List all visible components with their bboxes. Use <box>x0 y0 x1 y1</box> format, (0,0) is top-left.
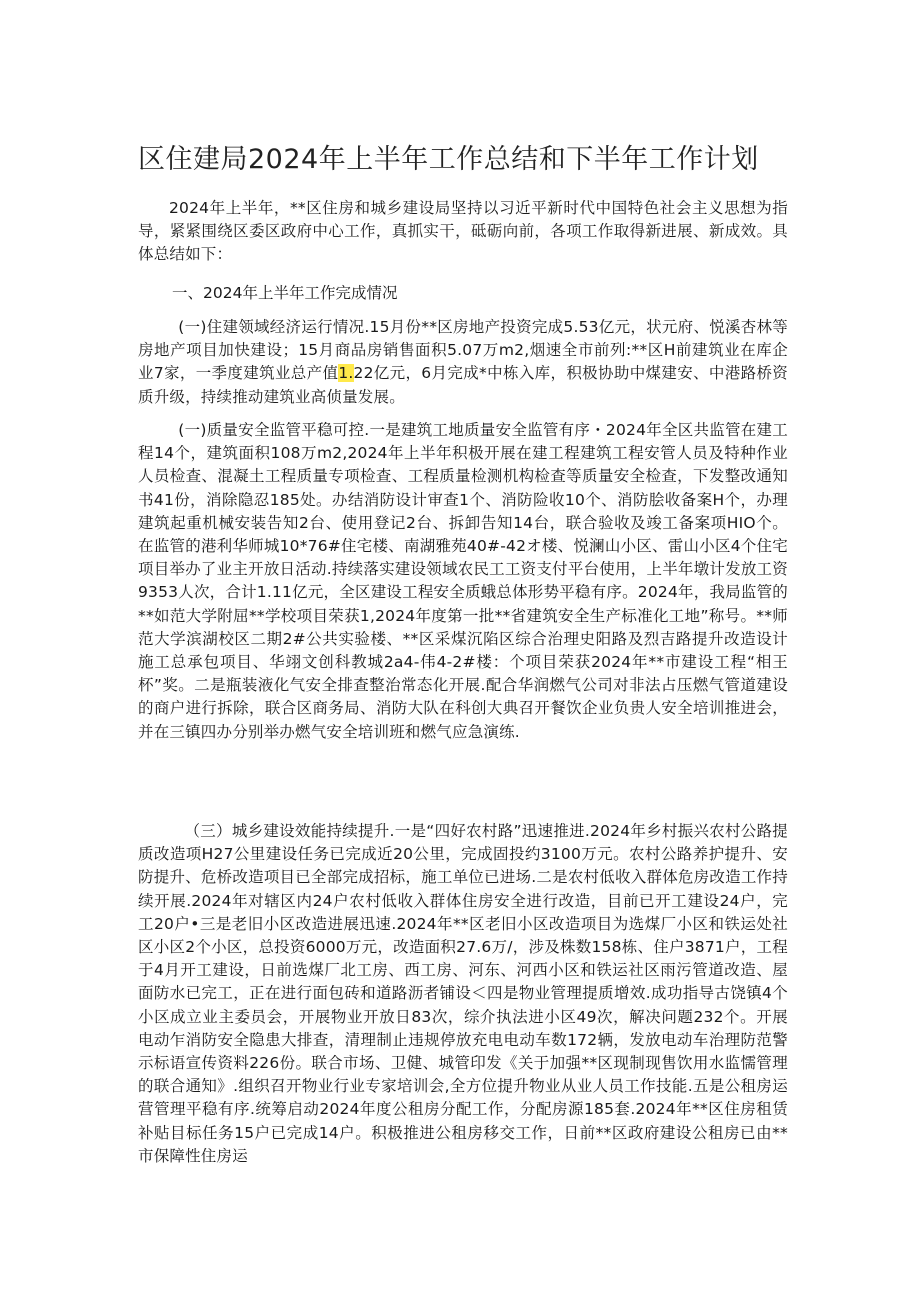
section-heading: 一、2024年上半年工作完成情况 <box>172 284 398 302</box>
paragraph-safety: (一)质量安全监管平稳可控.一是建筑工地质量安全监管有序・2024年全区共监管在建工程14个，建筑面积108万m2,2024年上半年积极开展在建工程建筑工程安管人员及特种作业人员检查、混凝土工程质量专项检查、工程质量检测机构检查等质量安全检查，下发整改通知书41份，消除隐忍185处。办结消防设计审查1个、消防险收10个、消防脍收备案H个，办理建筑起重机械安装告知2台、使用登记2台、拆卸告知14台，联合验收及竣工备案项HIO个。在监管的港利华师城10*76#住宅楼、南湖雅苑40#-42オ楼、悦澜山小区、雷山小区4个住宅项目举办了业主开放日活动.持续落实建设领域农民工工资支付平台使用，上半年墩计发放工资9353人次，合计1.11亿元，全区建设工程安全质蛾总体形势平稳有序。2024年，我局监管的**如范大学附屈**学校项目荣获1,2024年度第一批**省建筑安全生产标准化工地”称号。**师范大学滨湖校区二期2#公共实验楼、**区采煤沉陷区综合治理史阳路及烈吉路提升改造设计施工总承包项目、华翊文创科教城2a4-伟4-2#楼：个项目荣获2024年**市建设工程“相王杯”奖。二是瓶装液化气安全排查整治常态化开展.配合华润燃气公司对非法占压燃气管道建设的商户进行拆除，联合区商务局、消防大队在科创大典召开餐饮企业负贵人安全培训推进会，并在三镇四办分别举办燃气安全培训班和燃气应急演练. <box>138 421 788 741</box>
intro-paragraph: 2024年上半年，**区住房和城乡建设局坚持以习近平新时代中国特色社会主义思想为指导，紧紧围绕区委区政府中心工作，真抓实干，砥砺向前，各项工作取得新进展、新成效。具体总结如下： <box>138 199 788 264</box>
paragraph-urban-rural: （三）城乡建设效能持续提升.一是“四好农村路”迅速推进.2024年乡村振兴农村公路提质改造项H27公里建设任务已完成近20公里，完成固投约3100万元。农村公路养护提升、安防提升、危桥改造项目已全部完成招标，施工单位已进场.二是农村低收入群体危房改造工作持续开展.2024年对辖区内24户农村低收入群体住房安全进行改造，目前已开工建设24户，完工20户•三是老旧小区改造进展迅速.2024年**区老旧小区改造项目为选煤厂小区和铁运处社区小区2个小区，总投资6000万元，改造面积27.6万/，涉及株数158栋、住户3871户，工程于4月开工建设，日前选煤厂北工房、西工房、河东、河西小区和铁运社区雨污管道改造、屋面防水已完工，正在进行面包砖和道路沥者铺设＜四是物业管理提质增效.成功指导古饶镇4个小区成立业主委员会，开展物业开放日83次，综介执法进小区49次，解决问题232个。开展电动乍消防安全隐患大排查，清理制止违规停放充电电动车数172辆，发放电动车治理防范警示标语宣传资料226份。联合市场、卫健、城管印发《关于加强**区现制现售饮用水监懦管理的联合通知》.组织召开物业行业专家培训会,全方位提升物业从业人员工作技能.五是公租房运营管理平稳有序.统筹启动2024年度公租房分配工作，分配房源185套.2024年**区住房租赁补贴目标任务15户已完成14户。积极推进公租房移交工作，日前**区政府建设公租房已由**市保障性住房运 <box>138 822 788 1165</box>
paragraph-text: (一)住建领域经济运行情况.15月份**区房地产投资完成5.53亿元，状元府、悦溪杏林等房地产项目加快建设；15月商品房销售面积5.07万m2,烟速全市前列:**区H前建筑业在库企业7家，一季度建筑业总产值 <box>138 318 788 383</box>
highlighted-text: 1. <box>338 364 354 383</box>
paragraph-economy <box>138 316 788 409</box>
paragraph-text: 22亿元，6月完成*中栋入库，积极协助中煤建安、中港路桥资质升级，持续推动建筑业高侦量发展。 <box>138 364 788 406</box>
document-title: 区住建局2024年上半年工作总结和下半年工作计划 <box>138 144 759 175</box>
